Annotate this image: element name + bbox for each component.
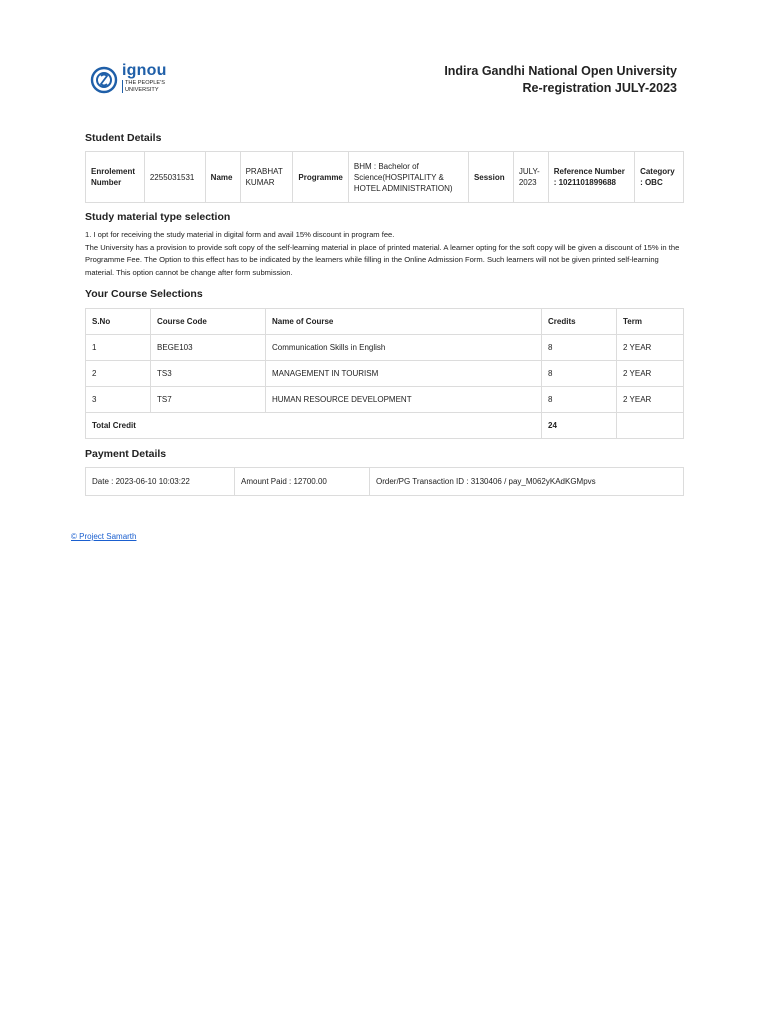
study-material-title: Study material type selection: [85, 211, 231, 223]
cell-credits: 8: [542, 361, 617, 387]
col-header-name: Name of Course: [266, 309, 542, 335]
table-row: [86, 152, 684, 203]
table-row: [86, 361, 684, 387]
course-selections-title: Your Course Selections: [85, 288, 203, 300]
registration-title: Re-registration JULY-2023: [522, 81, 677, 95]
enrolment-value: 2255031531: [144, 152, 205, 203]
payment-table: [85, 467, 684, 496]
ignou-emblem-icon: [90, 65, 118, 95]
cell-credits: 8: [542, 387, 617, 413]
table-row: [86, 335, 684, 361]
programme-label: Programme: [293, 152, 348, 203]
table-header-row: [86, 309, 684, 335]
cell-course-name: MANAGEMENT IN TOURISM: [266, 361, 542, 387]
cell-code: TS3: [151, 361, 266, 387]
student-details-title: Student Details: [85, 132, 162, 144]
enrolment-label: Enrolement Number: [86, 152, 145, 203]
transaction-id: Order/PG Transaction ID : 3130406 / pay_M062yKAdKGMpvs: [370, 468, 684, 496]
project-samarth-link[interactable]: © Project Samarth: [71, 532, 137, 541]
total-credit-row: [86, 413, 684, 439]
col-header-code: Course Code: [151, 309, 266, 335]
programme-value: BHM : Bachelor of Science(HOSPITALITY & HOTEL ADMINISTRATION): [348, 152, 468, 203]
total-credit-value: 24: [542, 413, 617, 439]
payment-date: Date : 2023-06-10 10:03:22: [86, 468, 235, 496]
cell-term: 2 YEAR: [617, 335, 684, 361]
cell-credits: 8: [542, 335, 617, 361]
cell-code: TS7: [151, 387, 266, 413]
col-header-credits: Credits: [542, 309, 617, 335]
university-name: Indira Gandhi National Open University: [444, 64, 677, 78]
cell-sno: 1: [86, 335, 151, 361]
total-credit-label: Total Credit: [86, 413, 542, 439]
cell-term: 2 YEAR: [617, 361, 684, 387]
ignou-logo: [90, 63, 170, 97]
cell-term: 2 YEAR: [617, 387, 684, 413]
cell-code: BEGE103: [151, 335, 266, 361]
study-material-text: [85, 229, 685, 279]
cell-sno: 2: [86, 361, 151, 387]
cell-sno: 3: [86, 387, 151, 413]
category: Category : OBC: [635, 152, 684, 203]
session-label: Session: [468, 152, 513, 203]
logo-tagline: THE PEOPLE'S UNIVERSITY: [122, 80, 175, 93]
table-row: [86, 468, 684, 496]
name-label: Name: [205, 152, 240, 203]
session-value: JULY-2023: [513, 152, 548, 203]
col-header-term: Term: [617, 309, 684, 335]
study-material-option: 1. I opt for receiving the study material in digital form and avail 15% discount in program fee.: [85, 230, 395, 239]
payment-details-title: Payment Details: [85, 448, 167, 460]
course-table: [85, 308, 684, 439]
reference-number: Reference Number : 1021101899688: [548, 152, 634, 203]
name-value: PRABHAT KUMAR: [240, 152, 293, 203]
table-row: [86, 387, 684, 413]
total-credit-term-empty: [617, 413, 684, 439]
study-material-note: The University has a provision to provide soft copy of the self-learning material in place of printed material. A learner opting for the soft copy will be given a discount of 15% in the Programme Fee. The Option to this effect has to be indicated by the learners while filling in the Online Admission Form. Such learners will not be given printed self-learning material. This option cannot be change after form submission.: [85, 242, 680, 277]
logo-text: ignou: [122, 62, 167, 79]
student-details-table: [85, 151, 684, 203]
cell-course-name: HUMAN RESOURCE DEVELOPMENT: [266, 387, 542, 413]
col-header-sno: S.No: [86, 309, 151, 335]
header-titles: [444, 63, 677, 97]
amount-paid: Amount Paid : 12700.00: [235, 468, 370, 496]
cell-course-name: Communication Skills in English: [266, 335, 542, 361]
